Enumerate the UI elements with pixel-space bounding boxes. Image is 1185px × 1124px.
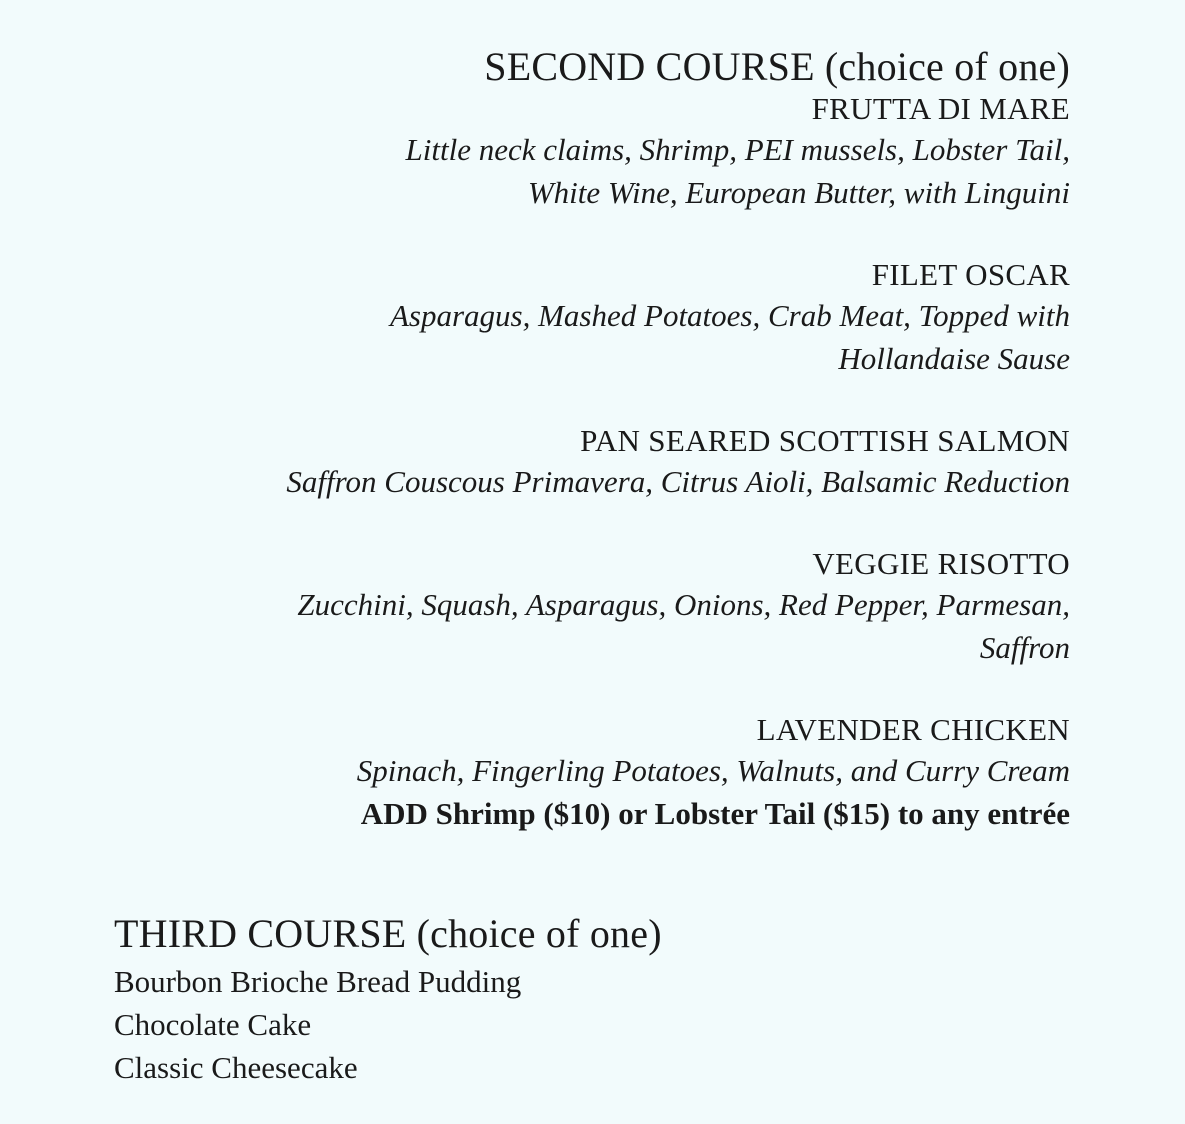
dish-description-line: Zucchini, Squash, Asparagus, Onions, Red Pepper, Parmesan,: [297, 587, 1070, 622]
second-course-heading: SECOND COURSE (choice of one): [484, 44, 1070, 89]
dish-description: [70, 128, 1070, 214]
dish-description-line: Spinach, Fingerling Potatoes, Walnuts, and Curry Cream: [356, 753, 1070, 788]
dish-filet-oscar: [70, 256, 1070, 380]
dessert-item: Bourbon Brioche Bread Pudding: [114, 964, 522, 999]
dish-frutta-di-mare: [70, 90, 1070, 214]
dish-name: PAN SEARED SCOTTISH SALMON: [580, 423, 1070, 458]
dish-description-line: Hollandaise Sause: [838, 341, 1070, 376]
dish-description: [70, 460, 1070, 503]
dish-description-line: Saffron Couscous Primavera, Citrus Aioli, Balsamic Reduction: [286, 464, 1070, 499]
dish-name: VEGGIE RISOTTO: [812, 546, 1070, 581]
third-course-heading: THIRD COURSE (choice of one): [114, 911, 662, 956]
dish-description-line: Little neck claims, Shrimp, PEI mussels, Lobster Tail,: [405, 132, 1070, 167]
dish-name: LAVENDER CHICKEN: [756, 712, 1070, 747]
dessert-list: [114, 960, 1014, 1089]
dish-name: FRUTTA DI MARE: [811, 91, 1070, 126]
dish-description-line: Asparagus, Mashed Potatoes, Crab Meat, Topped with: [389, 298, 1070, 333]
third-course-section: [114, 908, 1014, 1089]
dish-pan-seared-scottish-salmon: [70, 422, 1070, 503]
dish-description-line: Saffron: [979, 630, 1070, 665]
dish-name: FILET OSCAR: [871, 257, 1070, 292]
dish-description-line: White Wine, European Butter, with Linguini: [527, 175, 1070, 210]
dessert-item: Chocolate Cake: [114, 1007, 312, 1042]
dish-lavender-chicken: [70, 711, 1070, 836]
addon-note: ADD Shrimp ($10) or Lobster Tail ($15) to any entrée: [360, 796, 1070, 831]
dessert-item: Classic Cheesecake: [114, 1050, 358, 1085]
dish-veggie-risotto: [70, 545, 1070, 669]
dish-description: [70, 583, 1070, 669]
dish-description: [70, 749, 1070, 792]
second-course-section: [70, 44, 1070, 836]
dish-description: [70, 294, 1070, 380]
